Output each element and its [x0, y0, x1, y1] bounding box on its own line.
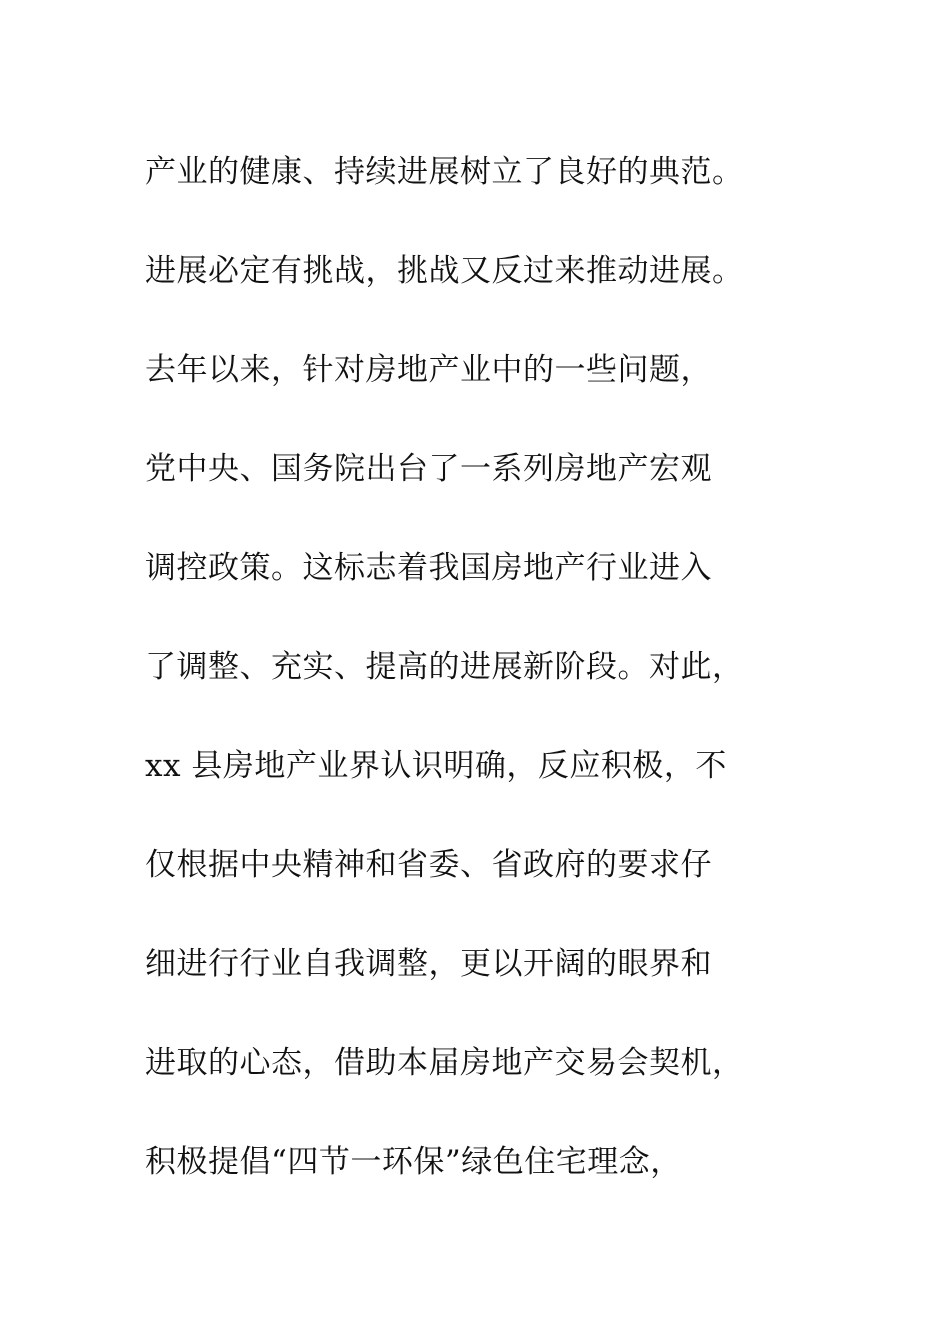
text-line: 了调整、充实、提高的进展新阶段。对此，	[145, 649, 744, 685]
text-line: 细进行行业自我调整，更以开阔的眼界和	[145, 946, 712, 982]
text-line: 产业的健康、持续进展树立了良好的典范。	[145, 154, 744, 190]
text-line: 仅根据中央精神和省委、省政府的要求仔	[145, 847, 712, 883]
text-line: xx 县房地产业界认识明确，反应积极，不	[145, 748, 727, 784]
text-line: 进取的心态，借助本届房地产交易会契机，	[145, 1045, 744, 1081]
text-line: 进展必定有挑战，挑战又反过来推动进展。	[145, 253, 744, 289]
text-line: 调控政策。这标志着我国房地产行业进入	[145, 550, 712, 586]
text-line: 党中央、国务院出台了一系列房地产宏观	[145, 451, 712, 487]
text-line: 去年以来，针对房地产业中的一些问题，	[145, 352, 712, 388]
text-line: 积极提倡“四节一环保”绿色住宅理念，	[145, 1144, 682, 1180]
body-text	[145, 123, 825, 1212]
